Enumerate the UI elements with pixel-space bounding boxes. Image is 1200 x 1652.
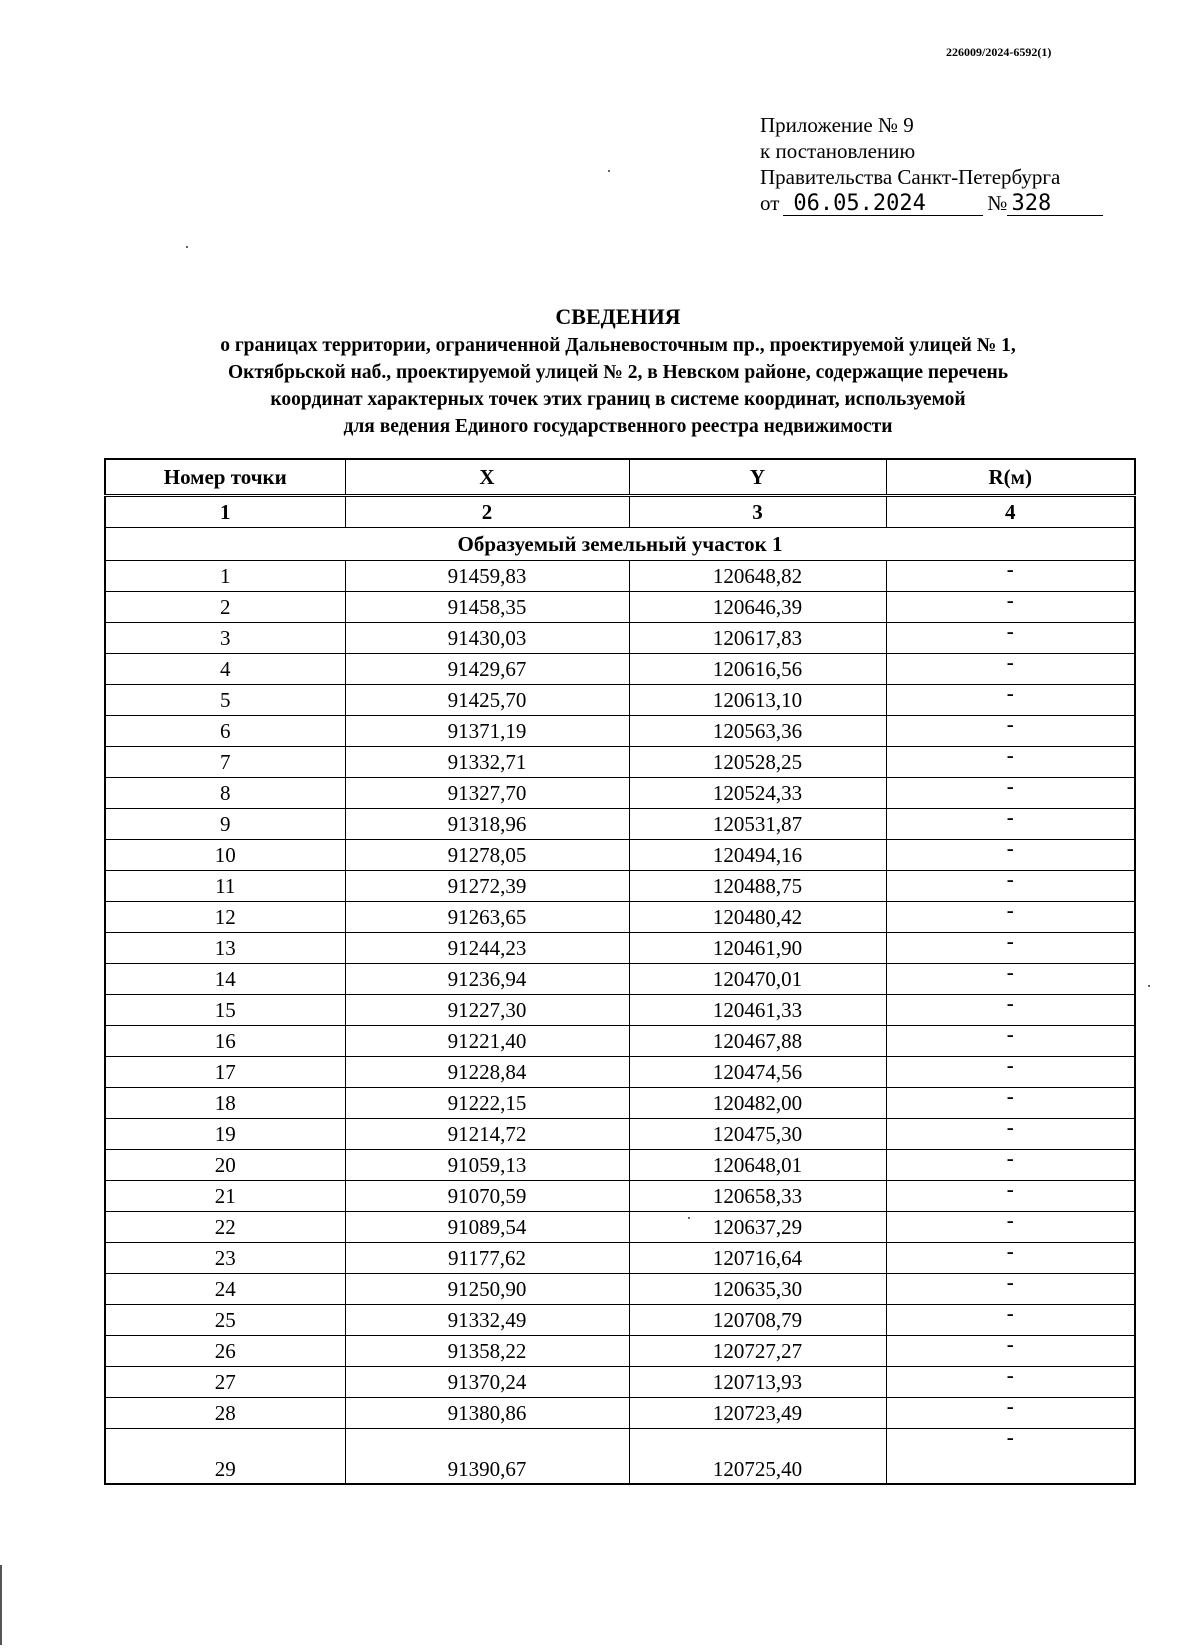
scan-speck xyxy=(1148,985,1150,987)
x-coordinate-cell: 91214,72 xyxy=(345,1119,629,1150)
table-row xyxy=(105,1150,1135,1181)
point-number-cell: 6 xyxy=(105,716,345,747)
x-coordinate-cell: 91244,23 xyxy=(345,933,629,964)
table-row xyxy=(105,1119,1135,1150)
y-coordinate-cell: 120488,75 xyxy=(629,871,886,902)
x-coordinate-cell: 91222,15 xyxy=(345,1088,629,1119)
radius-cell: - xyxy=(886,809,1135,840)
radius-cell: - xyxy=(886,1398,1135,1429)
radius-cell: - xyxy=(886,561,1135,592)
radius-cell: - xyxy=(886,871,1135,902)
table-row xyxy=(105,561,1135,592)
subtitle-line: координат характерных точек этих границ в системе координат, используемой xyxy=(270,389,966,410)
point-number-cell: 15 xyxy=(105,995,345,1026)
resolution-number: 328 xyxy=(1007,193,1103,216)
table-row xyxy=(105,933,1135,964)
appendix-date-line xyxy=(760,190,1103,216)
y-coordinate-cell: 120524,33 xyxy=(629,778,886,809)
radius-cell: - xyxy=(886,1336,1135,1367)
radius-cell: - xyxy=(886,1150,1135,1181)
scan-speck xyxy=(186,246,188,248)
x-coordinate-cell: 91177,62 xyxy=(345,1243,629,1274)
point-number-cell: 17 xyxy=(105,1057,345,1088)
y-coordinate-cell: 120475,30 xyxy=(629,1119,886,1150)
y-coordinate-cell: 120617,83 xyxy=(629,623,886,654)
y-coordinate-cell: 120727,27 xyxy=(629,1336,886,1367)
point-number-cell: 20 xyxy=(105,1150,345,1181)
x-coordinate-cell: 91221,40 xyxy=(345,1026,629,1057)
document-subtitle xyxy=(100,332,1136,440)
column-number: 1 xyxy=(105,496,345,528)
radius-cell: - xyxy=(886,1212,1135,1243)
header-x: X xyxy=(345,459,629,496)
header-point-number: Номер точки xyxy=(105,459,345,496)
radius-cell: - xyxy=(886,1367,1135,1398)
radius-cell: - xyxy=(886,1305,1135,1336)
x-coordinate-cell: 91332,49 xyxy=(345,1305,629,1336)
x-coordinate-cell: 91272,39 xyxy=(345,871,629,902)
x-coordinate-cell: 91425,70 xyxy=(345,685,629,716)
table-row xyxy=(105,778,1135,809)
radius-cell: - xyxy=(886,716,1135,747)
point-number-cell: 14 xyxy=(105,964,345,995)
number-prefix: № xyxy=(987,191,1008,215)
x-coordinate-cell: 91089,54 xyxy=(345,1212,629,1243)
y-coordinate-cell: 120637,29 xyxy=(629,1212,886,1243)
table-row xyxy=(105,685,1135,716)
radius-cell: - xyxy=(886,995,1135,1026)
coordinates-table xyxy=(104,458,1136,1485)
point-number-cell: 12 xyxy=(105,902,345,933)
y-coordinate-cell: 120474,56 xyxy=(629,1057,886,1088)
y-coordinate-cell: 120648,01 xyxy=(629,1150,886,1181)
x-coordinate-cell: 91358,22 xyxy=(345,1336,629,1367)
x-coordinate-cell: 91371,19 xyxy=(345,716,629,747)
point-number-cell: 7 xyxy=(105,747,345,778)
radius-cell: - xyxy=(886,654,1135,685)
table-row xyxy=(105,1398,1135,1429)
table-body xyxy=(105,528,1135,1485)
header-y: Y xyxy=(629,459,886,496)
y-coordinate-cell: 120461,33 xyxy=(629,995,886,1026)
section-title: Образуемый земельный участок 1 xyxy=(105,528,1135,561)
x-coordinate-cell: 91327,70 xyxy=(345,778,629,809)
point-number-cell: 28 xyxy=(105,1398,345,1429)
x-coordinate-cell: 91059,13 xyxy=(345,1150,629,1181)
x-coordinate-cell: 91429,67 xyxy=(345,654,629,685)
point-number-cell: 8 xyxy=(105,778,345,809)
table-row xyxy=(105,1429,1135,1485)
y-coordinate-cell: 120716,64 xyxy=(629,1243,886,1274)
table-column-numbers-row xyxy=(105,496,1135,528)
radius-cell: - xyxy=(886,1026,1135,1057)
table-row xyxy=(105,902,1135,933)
table-row xyxy=(105,654,1135,685)
x-coordinate-cell: 91070,59 xyxy=(345,1181,629,1212)
section-row xyxy=(105,528,1135,561)
y-coordinate-cell: 120528,25 xyxy=(629,747,886,778)
point-number-cell: 21 xyxy=(105,1181,345,1212)
table-row xyxy=(105,1026,1135,1057)
table-row xyxy=(105,1305,1135,1336)
x-coordinate-cell: 91236,94 xyxy=(345,964,629,995)
appendix-line-3: Правительства Санкт-Петербурга xyxy=(760,165,1061,189)
subtitle-line: для ведения Единого государственного реестра недвижимости xyxy=(343,416,893,437)
table-row xyxy=(105,1243,1135,1274)
y-coordinate-cell: 120461,90 xyxy=(629,933,886,964)
document-registration-number: 226009/2024-6592(1) xyxy=(946,45,1052,59)
table-row xyxy=(105,747,1135,778)
radius-cell: - xyxy=(886,747,1135,778)
header-radius: R(м) xyxy=(886,459,1135,496)
date-prefix: от xyxy=(760,191,780,215)
point-number-cell: 13 xyxy=(105,933,345,964)
table-row xyxy=(105,1274,1135,1305)
point-number-cell: 25 xyxy=(105,1305,345,1336)
x-coordinate-cell: 91430,03 xyxy=(345,623,629,654)
radius-cell: - xyxy=(886,778,1135,809)
x-coordinate-cell: 91380,86 xyxy=(345,1398,629,1429)
point-number-cell: 5 xyxy=(105,685,345,716)
radius-cell: - xyxy=(886,1243,1135,1274)
table-row xyxy=(105,964,1135,995)
subtitle-line: Октябрьской наб., проектируемой улицей № 2, в Невском районе, содержащие перечень xyxy=(227,362,1009,383)
x-coordinate-cell: 91227,30 xyxy=(345,995,629,1026)
table-row xyxy=(105,1336,1135,1367)
point-number-cell: 19 xyxy=(105,1119,345,1150)
x-coordinate-cell: 91459,83 xyxy=(345,561,629,592)
point-number-cell: 18 xyxy=(105,1088,345,1119)
y-coordinate-cell: 120713,93 xyxy=(629,1367,886,1398)
point-number-cell: 24 xyxy=(105,1274,345,1305)
radius-cell: - xyxy=(886,840,1135,871)
radius-cell: - xyxy=(886,592,1135,623)
y-coordinate-cell: 120723,49 xyxy=(629,1398,886,1429)
point-number-cell: 27 xyxy=(105,1367,345,1398)
y-coordinate-cell: 120613,10 xyxy=(629,685,886,716)
scan-speck xyxy=(688,1217,690,1219)
radius-cell: - xyxy=(886,933,1135,964)
x-coordinate-cell: 91278,05 xyxy=(345,840,629,871)
column-number: 3 xyxy=(629,496,886,528)
column-number: 4 xyxy=(886,496,1135,528)
x-coordinate-cell: 91458,35 xyxy=(345,592,629,623)
document-heading xyxy=(100,302,1136,440)
point-number-cell: 29 xyxy=(105,1429,345,1485)
table-row xyxy=(105,840,1135,871)
table-header-row xyxy=(105,459,1135,496)
subtitle-line: о границах территории, ограниченной Дальневосточным пр., проектируемой улицей № 1, xyxy=(220,335,1016,356)
appendix-line-2: к постановлению xyxy=(760,139,916,163)
y-coordinate-cell: 120563,36 xyxy=(629,716,886,747)
point-number-cell: 16 xyxy=(105,1026,345,1057)
radius-cell: - xyxy=(886,902,1135,933)
radius-cell: - xyxy=(886,1057,1135,1088)
radius-cell: - xyxy=(886,1429,1135,1485)
y-coordinate-cell: 120482,00 xyxy=(629,1088,886,1119)
y-coordinate-cell: 120658,33 xyxy=(629,1181,886,1212)
radius-cell: - xyxy=(886,1274,1135,1305)
radius-cell: - xyxy=(886,685,1135,716)
point-number-cell: 2 xyxy=(105,592,345,623)
table-row xyxy=(105,871,1135,902)
x-coordinate-cell: 91263,65 xyxy=(345,902,629,933)
table-row xyxy=(105,1088,1135,1119)
y-coordinate-cell: 120635,30 xyxy=(629,1274,886,1305)
column-number: 2 xyxy=(345,496,629,528)
point-number-cell: 3 xyxy=(105,623,345,654)
point-number-cell: 4 xyxy=(105,654,345,685)
radius-cell: - xyxy=(886,1119,1135,1150)
table-row xyxy=(105,592,1135,623)
table-row xyxy=(105,1367,1135,1398)
resolution-date: 06.05.2024 xyxy=(783,193,983,216)
point-number-cell: 11 xyxy=(105,871,345,902)
y-coordinate-cell: 120708,79 xyxy=(629,1305,886,1336)
table-row xyxy=(105,1212,1135,1243)
point-number-cell: 23 xyxy=(105,1243,345,1274)
y-coordinate-cell: 120646,39 xyxy=(629,592,886,623)
radius-cell: - xyxy=(886,1088,1135,1119)
radius-cell: - xyxy=(886,1181,1135,1212)
y-coordinate-cell: 120467,88 xyxy=(629,1026,886,1057)
x-coordinate-cell: 91228,84 xyxy=(345,1057,629,1088)
x-coordinate-cell: 91390,67 xyxy=(345,1429,629,1485)
x-coordinate-cell: 91250,90 xyxy=(345,1274,629,1305)
y-coordinate-cell: 120616,56 xyxy=(629,654,886,685)
appendix-block xyxy=(760,112,1103,216)
x-coordinate-cell: 91318,96 xyxy=(345,809,629,840)
point-number-cell: 1 xyxy=(105,561,345,592)
y-coordinate-cell: 120494,16 xyxy=(629,840,886,871)
table-row xyxy=(105,1057,1135,1088)
x-coordinate-cell: 91332,71 xyxy=(345,747,629,778)
point-number-cell: 10 xyxy=(105,840,345,871)
table-row xyxy=(105,809,1135,840)
y-coordinate-cell: 120531,87 xyxy=(629,809,886,840)
table-row xyxy=(105,623,1135,654)
table-row xyxy=(105,1181,1135,1212)
table-row xyxy=(105,995,1135,1026)
radius-cell: - xyxy=(886,964,1135,995)
table-row xyxy=(105,716,1135,747)
point-number-cell: 26 xyxy=(105,1336,345,1367)
y-coordinate-cell: 120725,40 xyxy=(629,1429,886,1485)
scan-edge-mark xyxy=(0,1565,2,1645)
x-coordinate-cell: 91370,24 xyxy=(345,1367,629,1398)
y-coordinate-cell: 120648,82 xyxy=(629,561,886,592)
y-coordinate-cell: 120470,01 xyxy=(629,964,886,995)
point-number-cell: 22 xyxy=(105,1212,345,1243)
y-coordinate-cell: 120480,42 xyxy=(629,902,886,933)
document-title: СВЕДЕНИЯ xyxy=(555,304,681,329)
scan-speck xyxy=(608,170,610,172)
radius-cell: - xyxy=(886,623,1135,654)
point-number-cell: 9 xyxy=(105,809,345,840)
appendix-line-1: Приложение № 9 xyxy=(760,113,914,137)
